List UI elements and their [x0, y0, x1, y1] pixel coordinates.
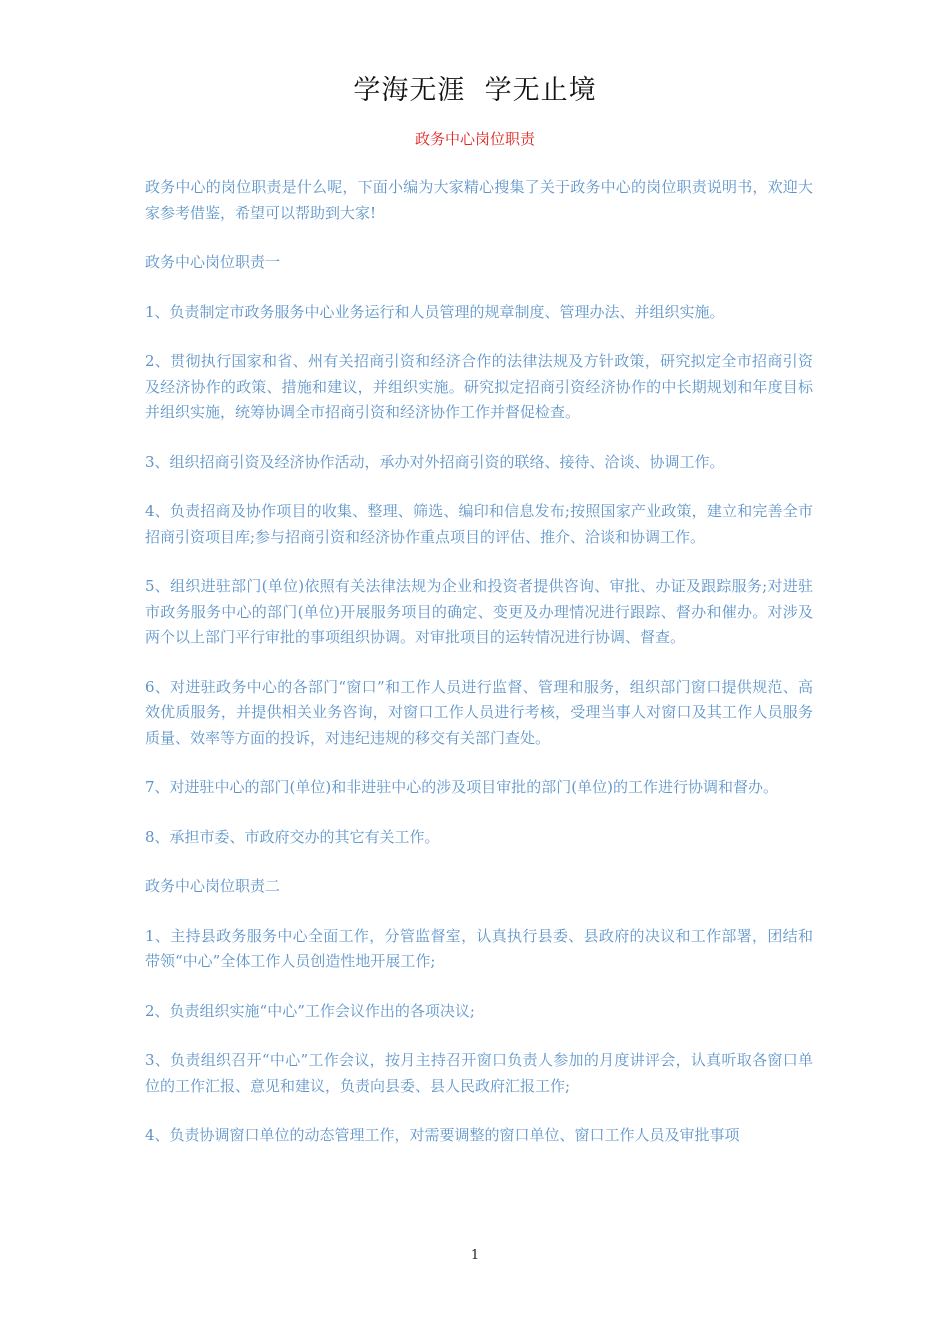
document-title: 政务中心岗位职责	[414, 130, 535, 148]
page-number: 1	[470, 1248, 480, 1263]
list-item: 4、负责协调窗口单位的动态管理工作，对需要调整的窗口单位、窗口工作人员及审批事项	[145, 1126, 740, 1144]
section-heading-1: 政务中心岗位职责一	[145, 253, 281, 271]
list-item: 6、对进驻政务中心的各部门“窗口”和工作人员进行监督、管理和服务，组织部门窗口提供规范、高效优质服务，并提供相关业务咨询，对窗口工作人员进行考核，受理当事人对窗口及其工作人员服务质量、效率等方面的投诉，对违纪违规的移交有关部门查处。	[145, 677, 813, 747]
list-item: 2、贯彻执行国家和省、州有关招商引资和经济合作的法律法规及方针政策，研究拟定全市招商引资及经济协作的政策、措施和建议，并组织实施。研究拟定招商引资经济协作的中长期规划和年度目标并组织实施，统筹协调全市招商引资和经济协作工作并督促检查。	[145, 352, 813, 421]
section-heading-2: 政务中心岗位职责二	[145, 877, 281, 895]
list-item: 4、负责招商及协作项目的收集、整理、筛选、编印和信息发布;按照国家产业政策，建立和完善全市招商引资项目库;参与招商引资和经济协作重点项目的评估、推介、洽谈和协调工作。	[145, 502, 813, 546]
list-item: 3、负责组织召开“中心”工作会议，按月主持召开窗口负责人参加的月度讲评会，认真听取各窗口单位的工作汇报、意见和建议，负责向县委、县人民政府汇报工作;	[145, 1051, 813, 1095]
list-item: 5、组织进驻部门(单位)依照有关法律法规为企业和投资者提供咨询、审批、办证及跟踪服务;对进驻市政务服务中心的部门(单位)开展服务项目的确定、变更及办理情况进行跟踪、督办和催办。对涉及两个以上部门平行审批的事项组织协调。对审批项目的运转情况进行协调、督查。	[145, 577, 813, 646]
list-item: 2、负责组织实施“中心”工作会议作出的各项决议;	[145, 1001, 475, 1020]
list-item: 1、负责制定市政务服务中心业务运行和人员管理的规章制度、管理办法、并组织实施。	[145, 302, 725, 321]
intro-paragraph: 政务中心的岗位职责是什么呢，下面小编为大家精心搜集了关于政务中心的岗位职责说明书，欢迎大家参考借鉴，希望可以帮助到大家!	[145, 178, 813, 222]
list-item: 8、承担市委、市政府交办的其它有关工作。	[145, 827, 440, 846]
header-motto: 学海无涯 学无止境	[353, 75, 597, 106]
document-body	[145, 175, 813, 1173]
list-item: 1、主持县政务服务中心全面工作，分管监督室，认真执行县委、县政府的决议和工作部署，团结和带领“中心”全体工作人员创造性地开展工作;	[145, 926, 813, 970]
list-item: 7、对进驻中心的部门(单位)和非进驻中心的涉及项目审批的部门(单位)的工作进行协调和督办。	[145, 778, 778, 796]
list-item: 3、组织招商引资及经济协作活动，承办对外招商引资的联络、接待、洽谈、协调工作。	[145, 452, 725, 471]
